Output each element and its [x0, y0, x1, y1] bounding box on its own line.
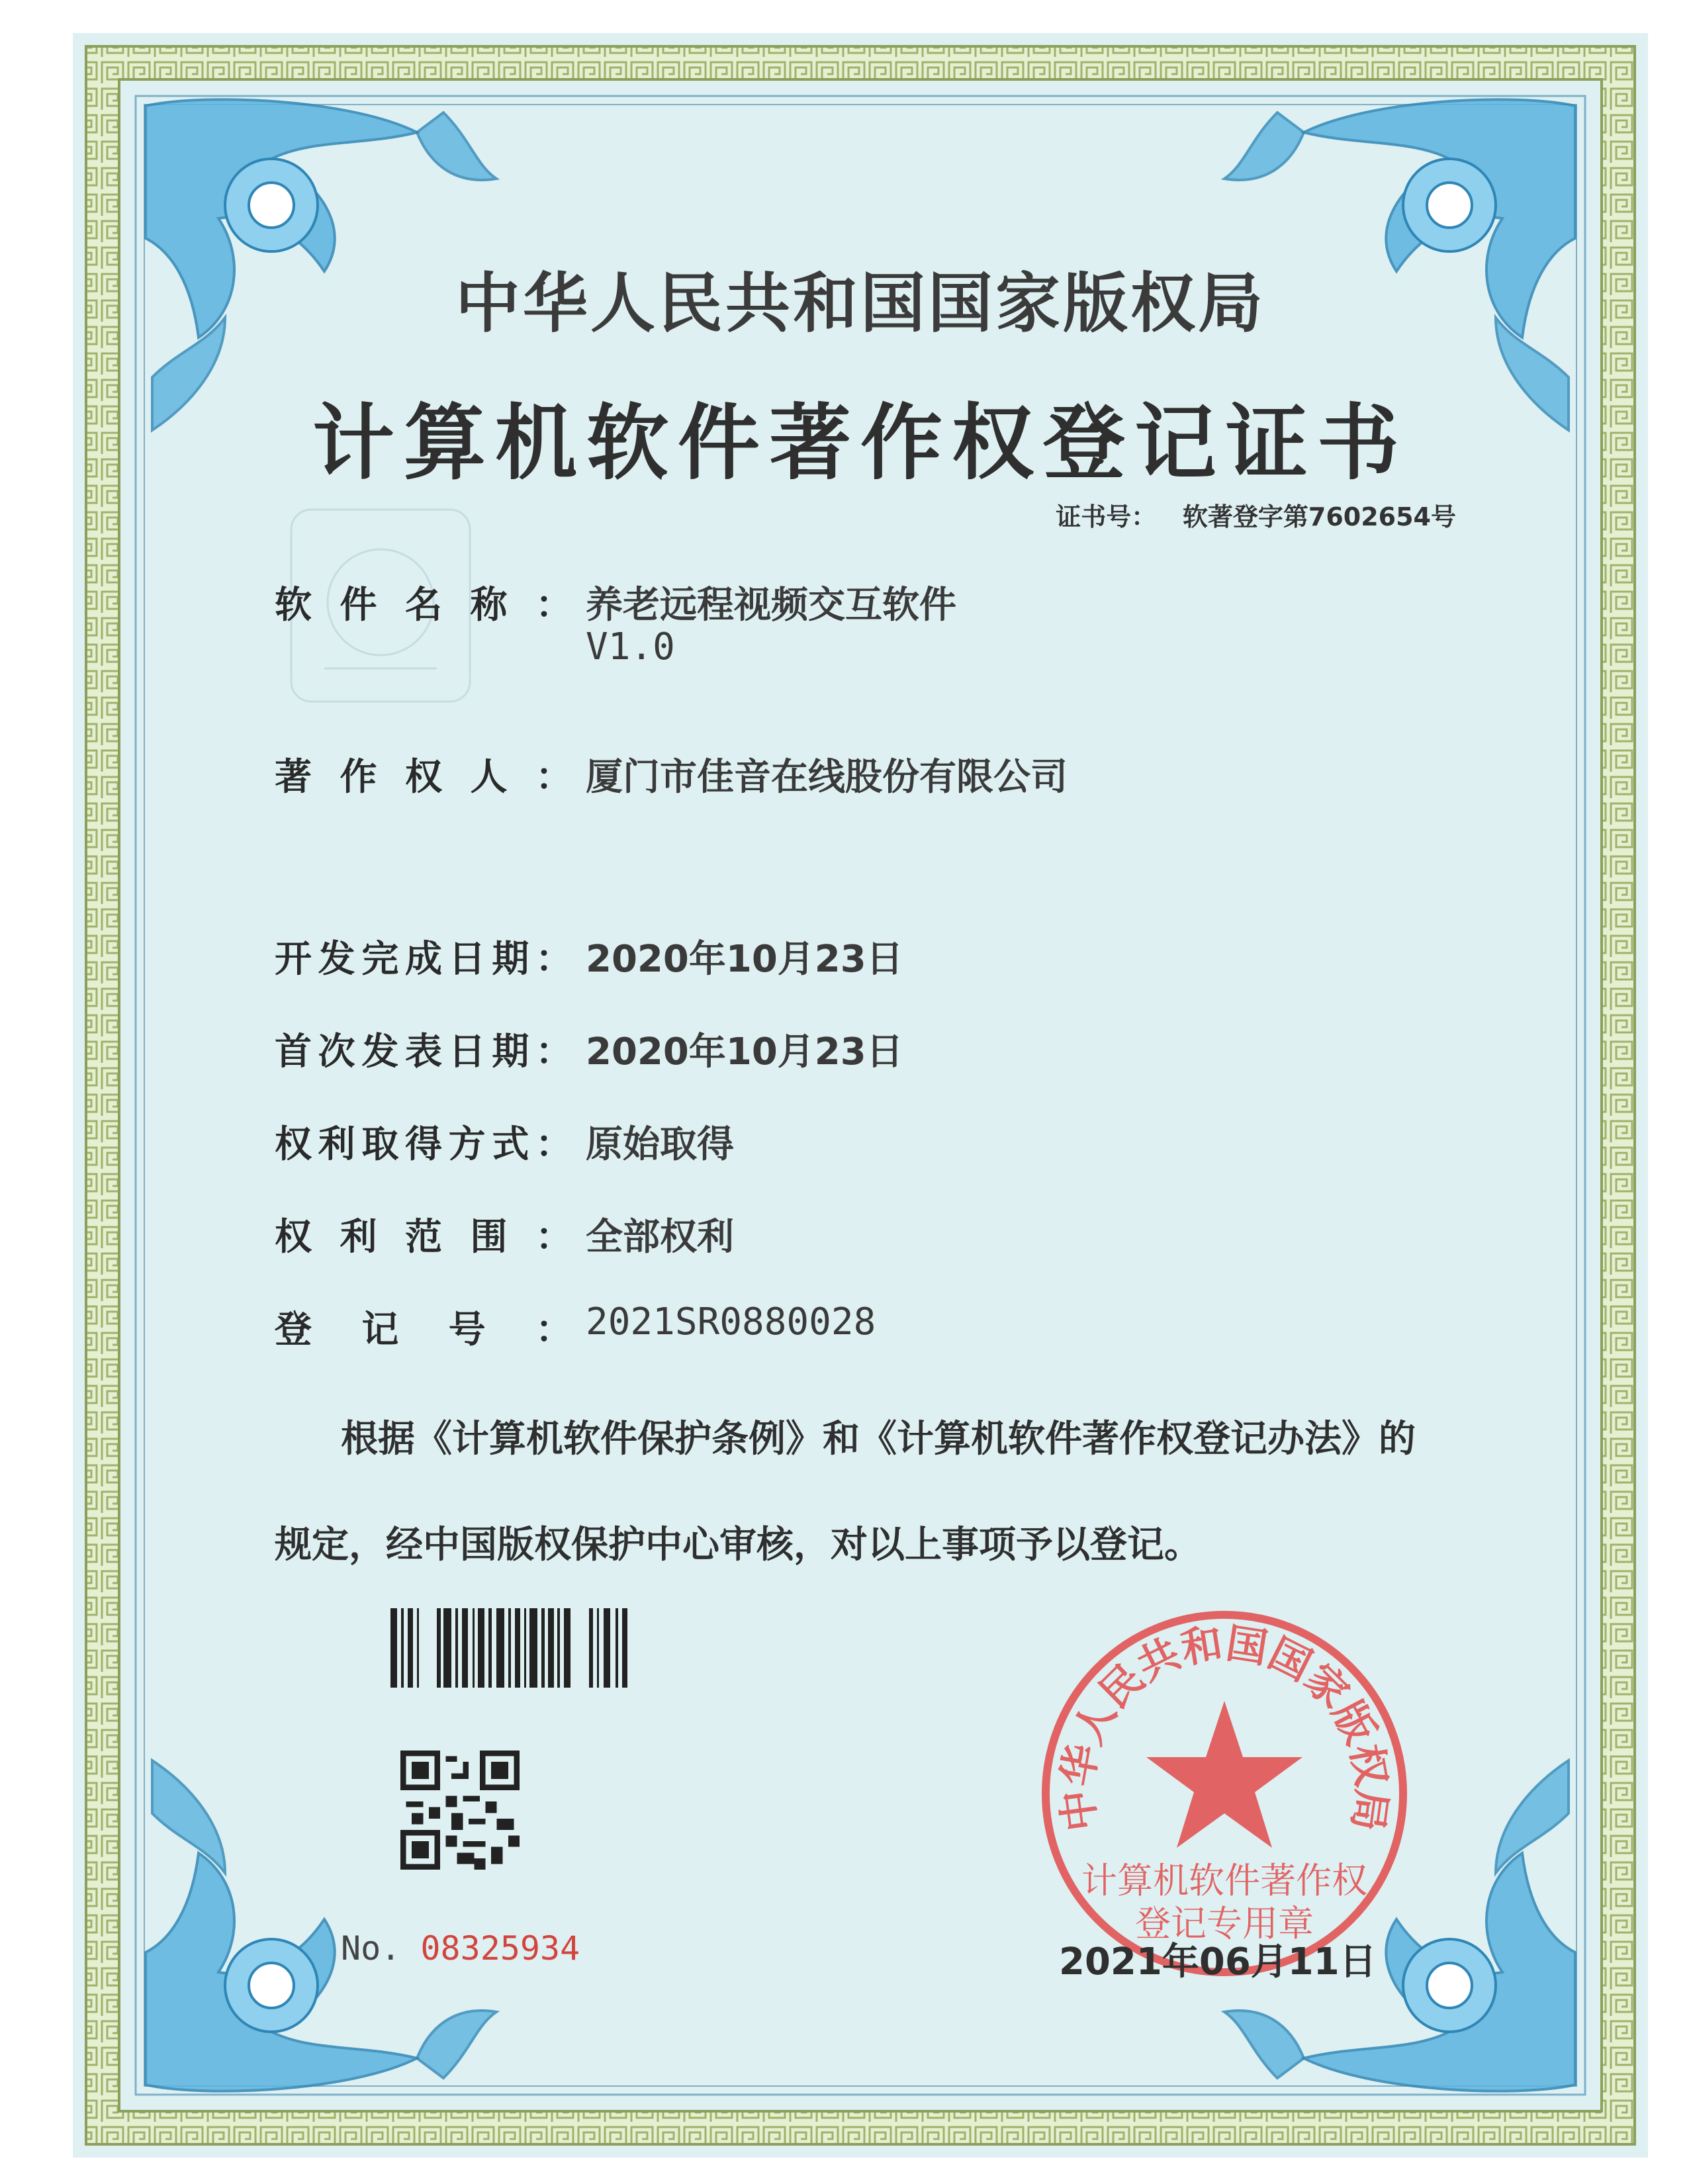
acquisition-method-label: 权利取得方式： [275, 1123, 572, 1166]
certificate-number-value: 软著登字第7602654号 [1182, 502, 1456, 531]
publish-date-value: 2020年10月23日 [586, 1030, 903, 1073]
seal-inner-line-1: 计算机软件著作权 [1081, 1860, 1367, 1901]
scope-value: 全部权利 [586, 1216, 734, 1259]
certificate-paper [73, 33, 1648, 2158]
software-name-value: 养老远程视频交互软件 [586, 584, 956, 627]
official-seal [1032, 1602, 1416, 1985]
scope-label: 权利范围： [275, 1216, 572, 1259]
software-version-value: V1.0 [586, 625, 675, 668]
copyright-owner-label: 著作权人： [275, 756, 572, 799]
certificate-number [1056, 496, 1456, 533]
certificate-number-label: 证书号： [1056, 502, 1157, 531]
seal-outer-text: 中华人民共和国国家版权局 [1052, 1618, 1396, 1835]
barcode [390, 1608, 629, 1688]
completion-date-value: 2020年10月23日 [586, 938, 903, 981]
statement-line-2: 规定，经中国版权保护中心审核，对以上事项予以登记。 [275, 1524, 1201, 1567]
registration-no-value: 2021SR0880028 [586, 1300, 876, 1343]
serial-prefix: No. [341, 1929, 401, 1968]
registration-no-label: 登记号： [275, 1308, 572, 1351]
copyright-owner-value: 厦门市佳音在线股份有限公司 [586, 756, 1068, 799]
issue-date: 2021年06月11日 [1059, 1940, 1377, 1983]
acquisition-method-value: 原始取得 [586, 1123, 734, 1166]
statement-line-1: 根据《计算机软件保护条例》和《计算机软件著作权登记办法》的 [341, 1418, 1416, 1461]
publish-date-label: 首次发表日期： [275, 1030, 572, 1073]
authority-name: 中华人民共和国国家版权局 [455, 266, 1265, 341]
serial-value: 08325934 [420, 1929, 580, 1968]
completion-date-label: 开发完成日期： [275, 938, 572, 981]
serial-number [341, 1929, 580, 1968]
software-name-label: 软件名称： [275, 584, 572, 627]
seal-inner-line-2: 登记专用章 [1135, 1903, 1314, 1944]
qr-code [400, 1751, 520, 1870]
certificate-title: 计算机软件著作权登记证书 [312, 395, 1408, 491]
